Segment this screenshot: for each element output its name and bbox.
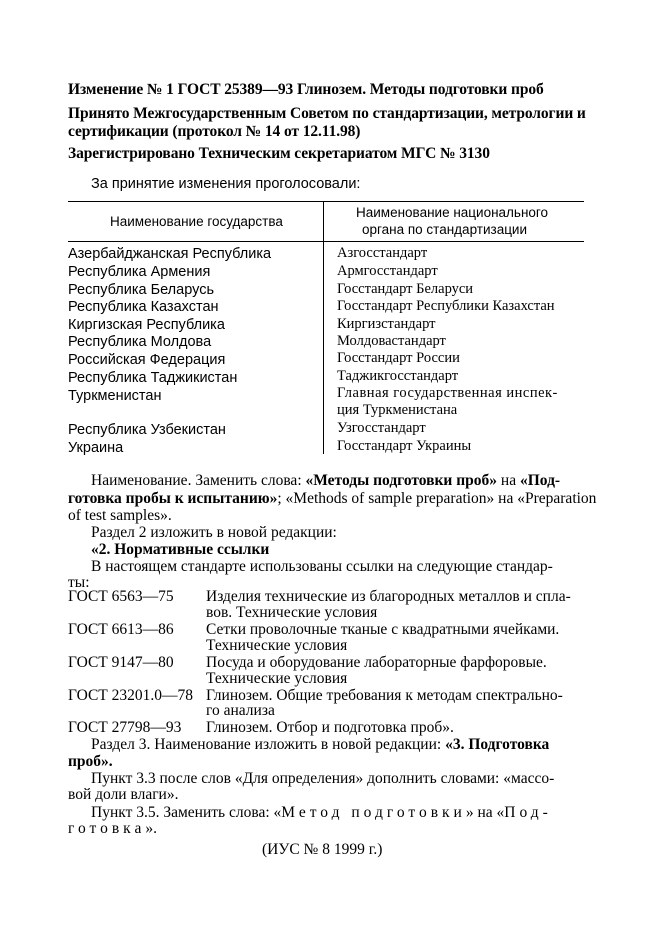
text-run: ; «Methods of sample preparation» на «Preparation: [277, 490, 597, 507]
ref-title-cont: Технические условия: [206, 670, 348, 687]
source-reference: (ИУС № 8 1999 г.): [262, 841, 383, 858]
ref-title: Сетки проволочные тканые с квадратными ячейками.: [206, 621, 560, 638]
table-row-organ: Госстандарт Республики Казахстан: [337, 298, 555, 314]
vote-intro: За принятие изменения проголосовали:: [91, 176, 361, 192]
ref-title-cont: го анализа: [206, 702, 275, 719]
table-row-state: Украина: [68, 440, 124, 456]
clause-3-5: [91, 804, 552, 822]
table-row-state: Азербайджанская Республика: [68, 246, 272, 262]
clause-3-3: Пункт 3.3 после слов «Для определения» дополнить словами: «массо-: [91, 770, 555, 787]
table-row-state: Республика Армения: [68, 264, 211, 280]
table-row-state: Республика Беларусь: [68, 282, 214, 298]
table-row-state: Республика Таджикистан: [68, 370, 238, 386]
text-run-bold: «3. Подготовка: [445, 736, 550, 753]
ref-title: Посуда и оборудование лабораторные фарфоровые.: [206, 654, 547, 671]
text-run: Пункт 3.5. Заменить слова: «: [91, 804, 282, 821]
section3-instruction: [91, 736, 549, 754]
naming-paragraph: [91, 472, 560, 490]
clause-3-5-cont: [68, 820, 157, 838]
naming-paragraph-3: of test samples».: [68, 507, 172, 524]
ref-title: Изделия технические из благородных металлов и спла-: [206, 588, 571, 605]
text-run-spaced: готовка: [68, 820, 146, 837]
ref-code: ГОСТ 23201.0—78: [68, 687, 194, 704]
text-run: Наименование. Заменить слова:: [91, 472, 306, 489]
table-row-organ: Киргизстандарт: [337, 316, 436, 332]
table-row-state: Киргизская Республика: [68, 317, 225, 333]
col-header-organ-2: органа по стандартизации: [362, 222, 528, 237]
section2-instruction: Раздел 2 изложить в новой редакции:: [91, 524, 337, 541]
ref-code: ГОСТ 6563—75: [68, 588, 174, 605]
table-row-organ: Госстандарт России: [337, 350, 460, 366]
adopted-line-2: сертификации (протокол № 14 от 12.11.98): [68, 123, 361, 140]
ref-title-cont: вов. Технические условия: [206, 604, 378, 621]
text-run-spaced: Метод подготовки: [281, 804, 466, 821]
amendment-title: Изменение № 1 ГОСТ 25389—93 Глинозем. Методы подготовки проб: [68, 81, 544, 98]
ref-title-cont: Технические условия: [206, 637, 348, 654]
text-run-spaced: Под-: [504, 804, 552, 821]
text-run-bold: «Методы подготовки проб»: [305, 472, 498, 489]
refs-intro: В настоящем стандарте использованы ссылки на следующие стандар-: [91, 558, 553, 575]
text-run: Раздел 3. Наименование изложить в новой редакции:: [91, 736, 446, 753]
ref-title: Глинозем. Отбор и подготовка проб».: [206, 719, 454, 736]
clause-3-3-cont: вой доли влаги».: [68, 786, 179, 803]
table-row-organ: Госстандарт Беларуси: [337, 281, 474, 297]
ref-code: ГОСТ 9147—80: [68, 654, 174, 671]
naming-paragraph-2: [68, 490, 596, 508]
text-run: » на «: [465, 804, 505, 821]
table-row-state: Российская Федерация: [68, 352, 226, 368]
table-top-rule: [68, 201, 584, 202]
table-row-organ: Главная государственная инспек-: [337, 385, 558, 401]
table-row-state: Республика Молдова: [68, 334, 212, 350]
table-column-divider: [323, 201, 324, 454]
text-run-bold: готовка пробы к испытанию»: [68, 490, 278, 507]
table-row-organ: Узгосстандарт: [337, 420, 426, 436]
ref-code: ГОСТ 6613—86: [68, 621, 174, 638]
ref-title: Глинозем. Общие требования к методам спектрально-: [206, 687, 563, 704]
col-header-organ: Наименование национального: [356, 205, 549, 220]
ref-code: ГОСТ 27798—93: [68, 719, 182, 736]
table-header-rule: [68, 241, 584, 242]
table-row-organ: Госстандарт Украины: [337, 438, 472, 454]
table-row-state: Республика Узбекистан: [68, 422, 226, 438]
text-run-bold: «Под-: [519, 472, 561, 489]
table-row-organ: Армгосстандарт: [337, 263, 438, 279]
registered-line: Зарегистрировано Техническим секретариатом МГС № 3130: [68, 145, 490, 162]
section2-heading: «2. Нормативные ссылки: [91, 541, 270, 558]
table-row-state: Республика Казахстан: [68, 299, 219, 315]
table-row-state: Туркменистан: [68, 388, 162, 404]
refs-intro-2: ты:: [68, 574, 90, 591]
text-run: ».: [145, 820, 157, 837]
section3-instruction-2: проб».: [68, 753, 113, 770]
table-row-organ-cont: ция Туркменистана: [337, 402, 458, 418]
table-row-organ: Азгосстандарт: [337, 245, 428, 261]
text-run: на: [497, 472, 520, 489]
adopted-line: Принято Межгосударственным Советом по стандартизации, метрологии и: [68, 105, 586, 122]
col-header-state: Наименование государства: [110, 214, 283, 229]
table-row-organ: Молдовастандарт: [337, 333, 446, 349]
table-row-organ: Таджикгосстандарт: [337, 368, 459, 384]
